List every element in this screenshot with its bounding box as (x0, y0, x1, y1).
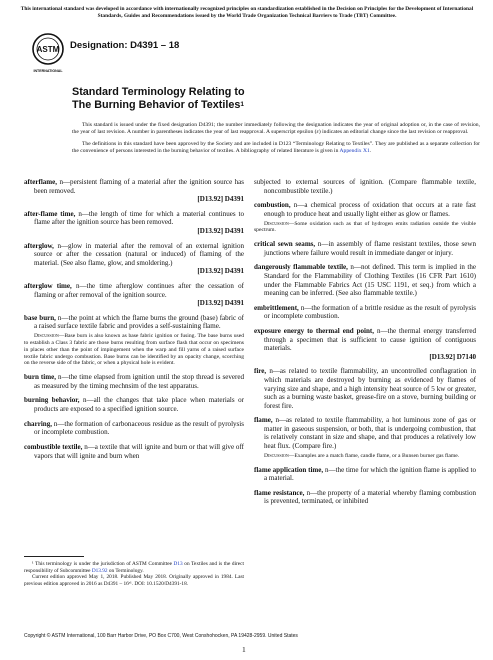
svg-text:ASTM: ASTM (36, 45, 60, 54)
glossary-entry (254, 466, 476, 483)
footnote-divider (24, 556, 84, 557)
appendix-link[interactable]: Appendix X1 (339, 148, 370, 154)
glossary-entry (24, 242, 244, 268)
standards-notice: This international standard was developed in accordance with internationally recognized principles on standardization established in the Decision on Principles for the Development of International Standards, Guides and Recommendations issued by the World Trade Organization Technical Barriers to Trade (TBT) Committee. (20, 6, 474, 19)
glossary-term: dangerously flammable textile, (254, 263, 348, 272)
glossary-term: burn time, (24, 373, 56, 382)
committee-reference: [D13.92] D4391 (197, 227, 244, 236)
glossary-entry (254, 263, 476, 297)
glossary-term: embrittlement, (254, 303, 299, 312)
glossary-definition: n—a chemical process of oxidation that occurs at a rate fast enough to produce heat and usually light either as glow or flames. (264, 201, 476, 218)
glossary-definition: n—the time elapsed from ignition until the stop thread is severed as measured by the timing mechnsim of the test apparatus. (34, 373, 244, 390)
glossary-definition: n—in assembly of flame resistant textiles, those sewn junctions where failure would result in immediate danger or injury. (264, 240, 476, 257)
glossary-term: afterflame, (24, 178, 58, 186)
glossary-term: charring, (24, 419, 52, 428)
scope-notes (72, 122, 480, 160)
glossary-definition: n—all the changes that take place when materials or products are exposed to a specified ignition source. (34, 396, 244, 413)
discussion-note: Discussion—Base burn is also known as base fabric ignition or fusing. The base burns used to establish a Class 3 fabric are those burns resulting from surface flash that occur on specimens in places other than the point of impingement when the warp and fill yarns of a raised surface textile fabric undergo combustion. Base burns can be identified by an opacity change, scorching on the reverse side of the fabric, or when a physical hole is evident. (24, 333, 244, 367)
glossary-term: flame application time, (254, 465, 324, 474)
footnote-paragraph-2: Current edition approved May 1, 2018. Published May 2018. Originally approved in 1984. Last previous edition approved in 2016 as D4391 – 16ᵉ¹. DOI: 10.1520/D4391-18. (24, 574, 244, 587)
committee-reference: [D13.92] D4391 (197, 299, 244, 308)
glossary-definition: n—the property of a material whereby flaming combustion is prevented, terminated, or inhibited (264, 488, 477, 506)
glossary-entry (24, 420, 244, 437)
scope-paragraph-2: The definitions in this standard have been approved by the Society and are included in D123 “Terminology Relating to Textiles”. They are published as a separate collection for the convenience of persons interested in the burning behavior of textiles. A bibliography of related literature is given in Appendix X1. (72, 141, 480, 154)
glossary-term: flame resistance, (254, 488, 305, 497)
glossary-definition: n—as related to textile flammability, an uncontrolled conflagration in which materials are destroyed by burning as evidenced by flames of varying size and shape, and a high intensity heat source of 5 kw or greater, such as a burning waste basket, grease-fire on a stove, burning building or forest fire. (264, 367, 476, 410)
glossary-entry (24, 282, 244, 299)
glossary-entry (254, 240, 476, 257)
glossary-entry (254, 304, 476, 321)
glossary-term: afterglow time, (24, 282, 72, 291)
glossary-definition: n—persistent flaming of a material after the ignition source has been removed. (34, 178, 244, 195)
glossary-entry (24, 443, 244, 460)
committee-reference: [D13.92] D4391 (197, 195, 244, 204)
designation: Designation: D4391 – 18 (70, 40, 180, 51)
glossary-definition: n—the time for which the ignition flame is applied to a material. (264, 465, 476, 483)
glossary-term: base burn, (24, 313, 56, 322)
discussion-label: Discussion— (264, 220, 295, 227)
glossary-entry (254, 327, 476, 353)
astm-logo-icon (30, 32, 66, 74)
glossary-definition: n—the length of time for which a material continues to flame after the ignition source has been removed. (34, 209, 244, 227)
glossary-entry (24, 178, 244, 195)
glossary-definition: n—the formation of carbonaceous residue as the result of pyrolysis or incomplete combustion. (34, 419, 244, 437)
title-footnote-mark: 1 (240, 100, 244, 108)
title-line-1: Standard Terminology Relating to (72, 86, 245, 98)
discussion-label: Discussion— (34, 333, 65, 340)
page-number: 1 (242, 645, 246, 654)
right-column (254, 178, 476, 512)
glossary-term: exposure energy to thermal end point, (254, 327, 375, 336)
glossary-term: critical sewn seams, (254, 240, 316, 249)
glossary-entry (254, 178, 476, 195)
discussion-note: Discussion—Examples are a match flame, candle flame, or a Bunsen burner gas flame. (264, 452, 460, 459)
glossary-entry (254, 367, 476, 410)
left-column (24, 178, 244, 466)
copyright-line: Copyright © ASTM International, 100 Barr Harbor Drive, PO Box C700, West Conshohocken, PA 19428-2959. United States (24, 633, 298, 639)
glossary-term: fire, (254, 367, 267, 376)
glossary-definition: n—glow in material after the removal of an external ignition source or after the cessation (natural or induced) of flaming of the material. (See also flame, glow, and smoldering.) (34, 241, 244, 267)
glossary-term: burning behavior, (24, 396, 80, 405)
footnote (24, 561, 244, 587)
glossary-entry (24, 396, 244, 413)
glossary-term: combustion, (254, 201, 291, 210)
logo-caption: INTERNATIONAL (33, 69, 63, 73)
glossary-definition: n—the time afterglow continues after the cessation of flaming or after removal of the ignition source. (34, 282, 244, 299)
subcommittee-link[interactable]: D13.92 (91, 567, 108, 574)
committee-reference: [D13.92] D7140 (429, 352, 476, 361)
scope-paragraph-1: This standard is issued under the fixed designation D4391; the number immediately following the designation indicates the year of original adoption or, in the case of revision, the year of last revision. A number in parentheses indicates the year of last reapproval. A superscript epsilon (ε) indicates an editorial change since the last revision or reapproval. (72, 122, 480, 135)
glossary-definition: n—the formation of a brittle residue as the result of pyrolysis or incomplete combustion. (264, 303, 476, 321)
glossary-term: combustible textile, (24, 442, 83, 451)
title-line-2: The Burning Behavior of Textiles$^1$ (72, 98, 244, 111)
page-title (72, 86, 432, 112)
glossary-term: flame, (254, 416, 273, 425)
discussion-label: Discussion— (264, 452, 295, 459)
glossary-definition: n—as related to textile flammability, a hot luminous zone of gas or matter in gaseous suspension, or both, that is undergoing combustion, that is relatively constant in size and shape, and that produces a relatively low heat flux. (Compare fire.) (264, 416, 476, 451)
glossary-definition: n—the thermal energy transferred through a specimen that is sufficient to cause ignition of contiguous materials. (264, 327, 476, 353)
discussion-note: Discussion—Some oxidation such as that of hydrogen emits radiation outside the visible spectrum. (254, 220, 476, 234)
glossary-entry (254, 416, 476, 450)
glossary-entry (24, 373, 244, 390)
committee-reference: [D13.92] D4391 (197, 267, 244, 276)
glossary-definition: n—a textile that will ignite and burn or that will give off vapors that will ignite and burn when (34, 442, 244, 460)
glossary-entry (24, 314, 244, 331)
glossary-entry (254, 201, 476, 218)
glossary-definition: n—the point at which the flame burns the ground (base) fabric of a raised surface textile fabric and provides a self-sustaining flame. (34, 313, 244, 331)
glossary-term: afterglow, (24, 241, 54, 250)
glossary-definition: subjected to external sources of ignition. (Compare flammable textile, noncombustible textile.) (254, 178, 476, 195)
committee-link[interactable]: D13 (173, 561, 183, 567)
glossary-entry (254, 489, 476, 506)
glossary-term: after-flame time, (24, 209, 76, 218)
glossary-definition: n—not defined. This term is implied in the Standard for the Flammability of Clothing Textiles (16 CFR Part 1610) under the Flammable Fabrics Act (15 USC 1191, et seq.) from which a meaning can be inferred. (See also flammable textile.) (264, 263, 476, 298)
glossary-entry (24, 210, 244, 227)
footnote-paragraph-1: ¹ This terminology is under the jurisdiction of ASTM Committee D13 on Textiles and is the direct responsibility of Subcommittee D13.92 on Terminology. (24, 561, 244, 574)
